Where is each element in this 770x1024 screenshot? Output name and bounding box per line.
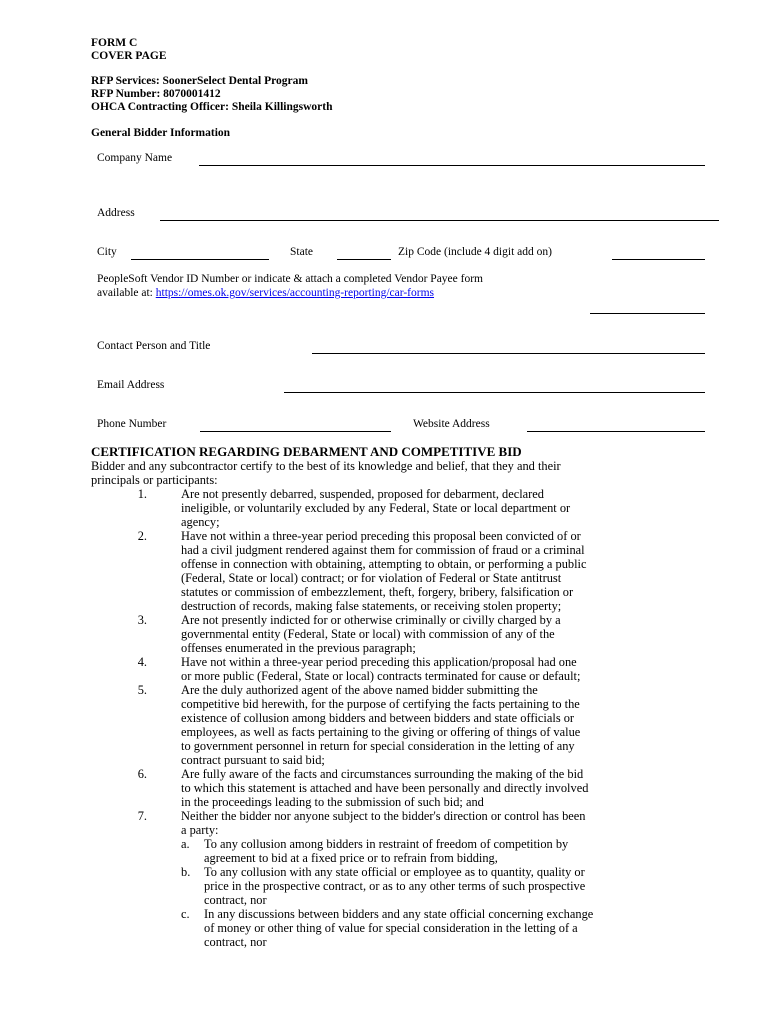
- address-label: Address: [97, 207, 135, 219]
- company-name-field[interactable]: [199, 165, 705, 166]
- zip-label: Zip Code (include 4 digit add on): [398, 246, 552, 258]
- website-label: Website Address: [413, 418, 490, 430]
- cover-page-label: COVER PAGE: [91, 50, 167, 62]
- address-field[interactable]: [160, 220, 719, 221]
- item-number: 6.: [137, 767, 147, 781]
- city-label: City: [97, 246, 117, 258]
- certification-item-4: Have not within a three-year period preceding this application/proposal had one or more public (Federal, State or local) contracts terminated for cause or default;: [181, 655, 581, 683]
- certification-item-5: Are the duly authorized agent of the above named bidder submitting the competitive bid herewith, for the purpose of certifying the facts pertaining to the existence of collusion among bidders and between bidders and state officials or employees, as well as facts pertaining to the giving or offering of things of value to government personnel in return for special consideration in the letting of any contract pursuant to said bid;: [181, 683, 581, 767]
- item-number: 1.: [137, 487, 147, 501]
- email-label: Email Address: [97, 379, 165, 391]
- certification-title: CERTIFICATION REGARDING DEBARMENT AND COMPETITIVE BID: [91, 444, 522, 459]
- subitem-letter: a.: [181, 837, 190, 851]
- company-name-label: Company Name: [97, 152, 173, 164]
- form-label: FORM C: [91, 37, 138, 49]
- certification-subitem-a: To any collusion among bidders in restraint of freedom of competition by agreement to bid at a fixed price or to refrain from bidding,: [204, 837, 569, 865]
- phone-label: Phone Number: [97, 418, 167, 430]
- rfp-services: RFP Services: SoonerSelect Dental Program: [91, 75, 308, 87]
- vendor-id-label: PeopleSoft Vendor ID Number or indicate & attach a completed Vendor Payee form: [97, 273, 483, 285]
- car-forms-link[interactable]: https://omes.ok.gov/services/accounting-reporting/car-forms: [155, 287, 435, 299]
- zip-field[interactable]: [612, 259, 705, 260]
- website-field[interactable]: [527, 431, 705, 432]
- vendor-link-prefix: available at:: [97, 287, 156, 299]
- certification-subitem-b: To any collusion with any state official or employee as to quantity, quality or price in the prospective contract, or as to any other terms of such prospective contract, nor: [204, 865, 586, 907]
- item-number: 7.: [137, 809, 147, 823]
- certification-intro: Bidder and any subcontractor certify to the best of its knowledge and belief, that they and their principals or participants:: [91, 459, 561, 487]
- vendor-id-field[interactable]: [590, 313, 705, 314]
- state-label: State: [290, 246, 313, 258]
- subitem-letter: b.: [181, 865, 191, 879]
- subitem-letter: c.: [181, 907, 190, 921]
- contact-person-field[interactable]: [312, 353, 705, 354]
- city-field[interactable]: [131, 259, 269, 260]
- item-number: 2.: [137, 529, 147, 543]
- contracting-officer: OHCA Contracting Officer: Sheila Killingsworth: [91, 101, 333, 113]
- certification-item-1: Are not presently debarred, suspended, proposed for debarment, declared ineligible, or voluntarily excluded by any Federal, State or local department or agency;: [181, 487, 571, 529]
- item-number: 3.: [137, 613, 147, 627]
- item-number: 4.: [137, 655, 147, 669]
- certification-item-3: Are not presently indicted for or otherwise criminally or civilly charged by a governmental entity (Federal, State or local) with commission of any of the offenses enumerated in the previous paragraph;: [181, 613, 561, 655]
- state-field[interactable]: [337, 259, 391, 260]
- rfp-number: RFP Number: 8070001412: [91, 88, 221, 100]
- vendor-id-link-line: [97, 287, 434, 299]
- certification-item-7: Neither the bidder nor anyone subject to the bidder's direction or control has been a party:: [181, 809, 586, 837]
- certification-item-6: Are fully aware of the facts and circumstances surrounding the making of the bid to which this statement is attached and have been personally and directly involved in the proceedings leading to the submission of such bid; and: [181, 767, 589, 809]
- certification-subitem-c: In any discussions between bidders and any state official concerning exchange of money or other thing of value for special consideration in the letting of a contract, nor: [204, 907, 594, 949]
- phone-field[interactable]: [200, 431, 391, 432]
- email-field[interactable]: [284, 392, 705, 393]
- contact-person-label: Contact Person and Title: [97, 340, 211, 352]
- section-heading: General Bidder Information: [91, 127, 231, 139]
- item-number: 5.: [137, 683, 147, 697]
- certification-item-2: Have not within a three-year period preceding this proposal been convicted of or had a civil judgment rendered against them for commission of fraud or a criminal offense in connection with obtaining, attempting to obtain, or performing a public (Federal, State or local) contract; or for violation of Federal or State antitrust statutes or commission of embezzlement, theft, forgery, bribery, falsification or destruction of records, making false statements, or receiving stolen property;: [181, 529, 587, 613]
